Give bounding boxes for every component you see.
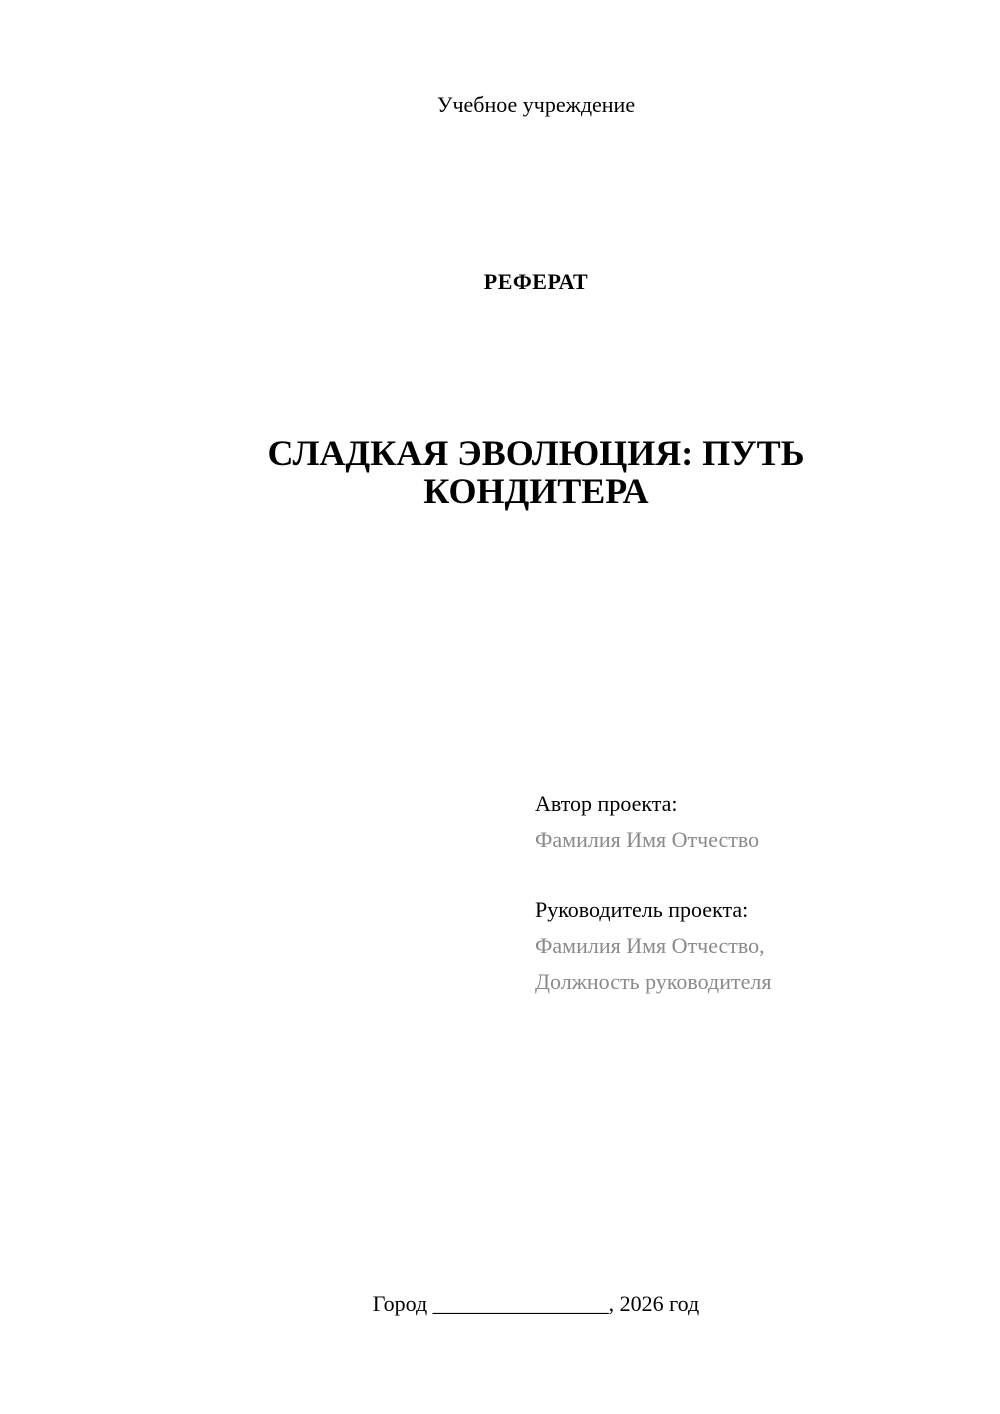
spacer [535, 858, 975, 892]
supervisor-position: Должность руководителя [535, 969, 772, 994]
supervisor-name: Фамилия Имя Отчество, [535, 933, 765, 958]
city-year-line: Город ________________, 2026 год [372, 1291, 700, 1316]
institution-name: Учебное учреждение [436, 92, 636, 117]
project-people-block [535, 786, 975, 1000]
author-name: Фамилия Имя Отчество [535, 827, 760, 852]
author-label: Автор проекта: [535, 791, 678, 816]
supervisor-label: Руководитель проекта: [535, 897, 749, 922]
document-title: СЛАДКАЯ ЭВОЛЮЦИЯ: ПУТЬ КОНДИТЕРА [267, 433, 805, 511]
document-type: РЕФЕРАТ [483, 269, 589, 294]
